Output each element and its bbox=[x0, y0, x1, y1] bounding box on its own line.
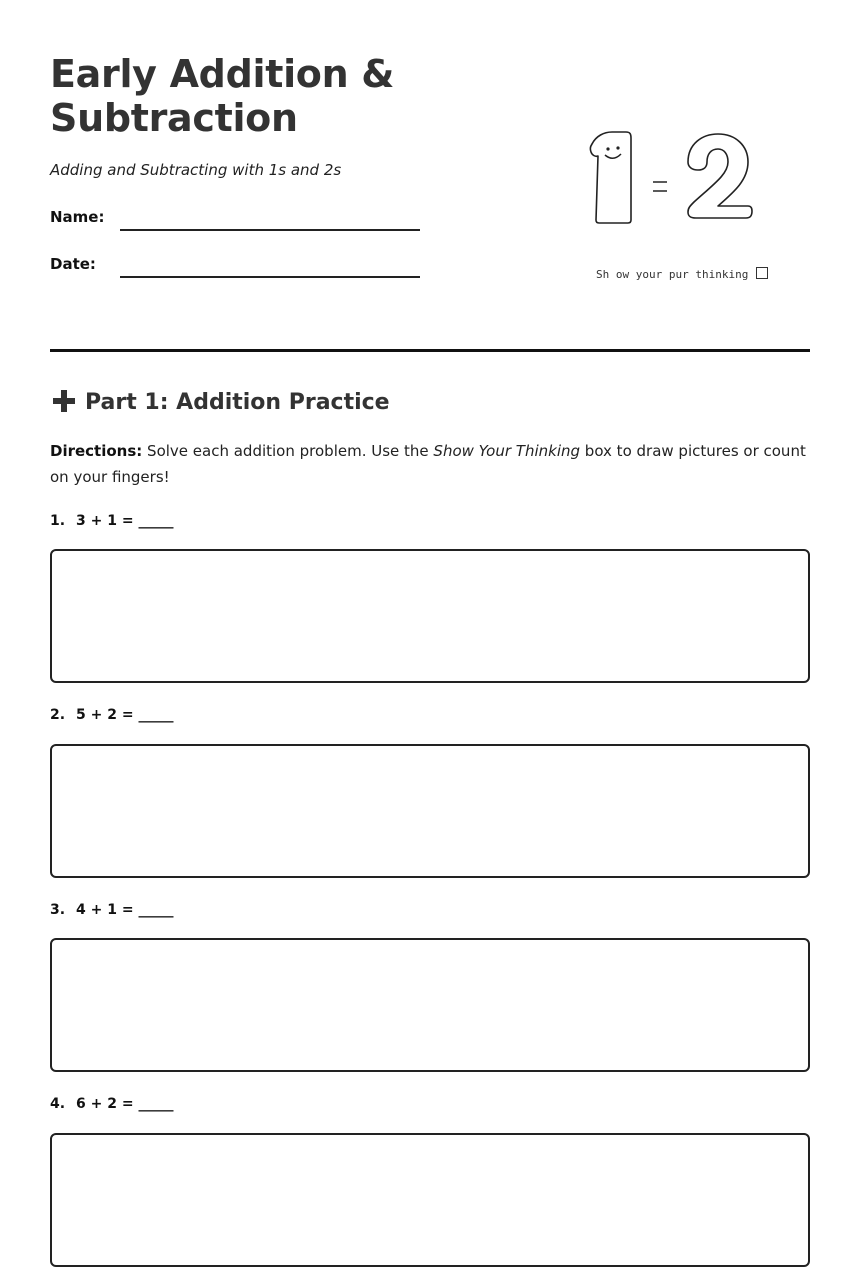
problem-3-label bbox=[50, 902, 173, 918]
name-line[interactable] bbox=[120, 229, 420, 231]
show-thinking-box-4[interactable] bbox=[50, 1133, 810, 1267]
problem-2-label bbox=[50, 707, 173, 723]
directions-post: box to draw pictures or count on your fingers! bbox=[50, 442, 806, 486]
problem-equation: 6 + 2 = _____ bbox=[76, 1096, 174, 1112]
right-eye-dot bbox=[616, 146, 619, 149]
problem-number: 4. bbox=[50, 1096, 66, 1112]
directions-pre: Solve each addition problem. Use the bbox=[142, 442, 434, 460]
left-eye-dot bbox=[606, 147, 609, 150]
illustration-caption bbox=[596, 267, 768, 281]
name-field[interactable] bbox=[50, 202, 420, 232]
problem-number: 2. bbox=[50, 707, 66, 723]
smile-curve bbox=[605, 154, 621, 158]
checkbox-icon bbox=[756, 267, 768, 279]
problem-equation: 3 + 1 = _____ bbox=[76, 513, 174, 529]
directions-text bbox=[50, 438, 810, 490]
show-thinking-box-1[interactable] bbox=[50, 549, 810, 683]
date-label: Date: bbox=[50, 255, 96, 273]
date-field[interactable] bbox=[50, 249, 420, 279]
show-thinking-box-2[interactable] bbox=[50, 744, 810, 878]
number-two-shape bbox=[688, 134, 752, 218]
name-label: Name: bbox=[50, 208, 105, 226]
directions-emphasis: Show Your Thinking bbox=[433, 442, 581, 460]
section-title-part1 bbox=[50, 390, 390, 415]
problem-number: 1. bbox=[50, 513, 66, 529]
problem-equation: 4 + 1 = _____ bbox=[76, 902, 174, 918]
problem-equation: 5 + 2 = _____ bbox=[76, 707, 174, 723]
number-one-shape bbox=[590, 132, 631, 223]
plus-icon bbox=[53, 390, 75, 412]
directions-lead: Directions: bbox=[50, 442, 143, 460]
problem-4-label bbox=[50, 1096, 173, 1112]
section-title-text: Part 1: Addition Practice bbox=[85, 390, 390, 415]
problem-number: 3. bbox=[50, 902, 66, 918]
problem-1-label bbox=[50, 513, 173, 529]
page-subtitle: Adding and Subtracting with 1s and 2s bbox=[50, 161, 342, 179]
page-title: Early Addition & Subtraction bbox=[50, 52, 395, 140]
numbers-illustration bbox=[578, 122, 758, 230]
illustration-caption-text: Sh ow your pur thinking bbox=[596, 268, 749, 281]
worksheet-page bbox=[50, 0, 810, 1112]
show-thinking-box-3[interactable] bbox=[50, 938, 810, 1072]
date-line[interactable] bbox=[120, 276, 420, 278]
worksheet-header bbox=[50, 0, 810, 352]
header-divider bbox=[50, 349, 810, 352]
